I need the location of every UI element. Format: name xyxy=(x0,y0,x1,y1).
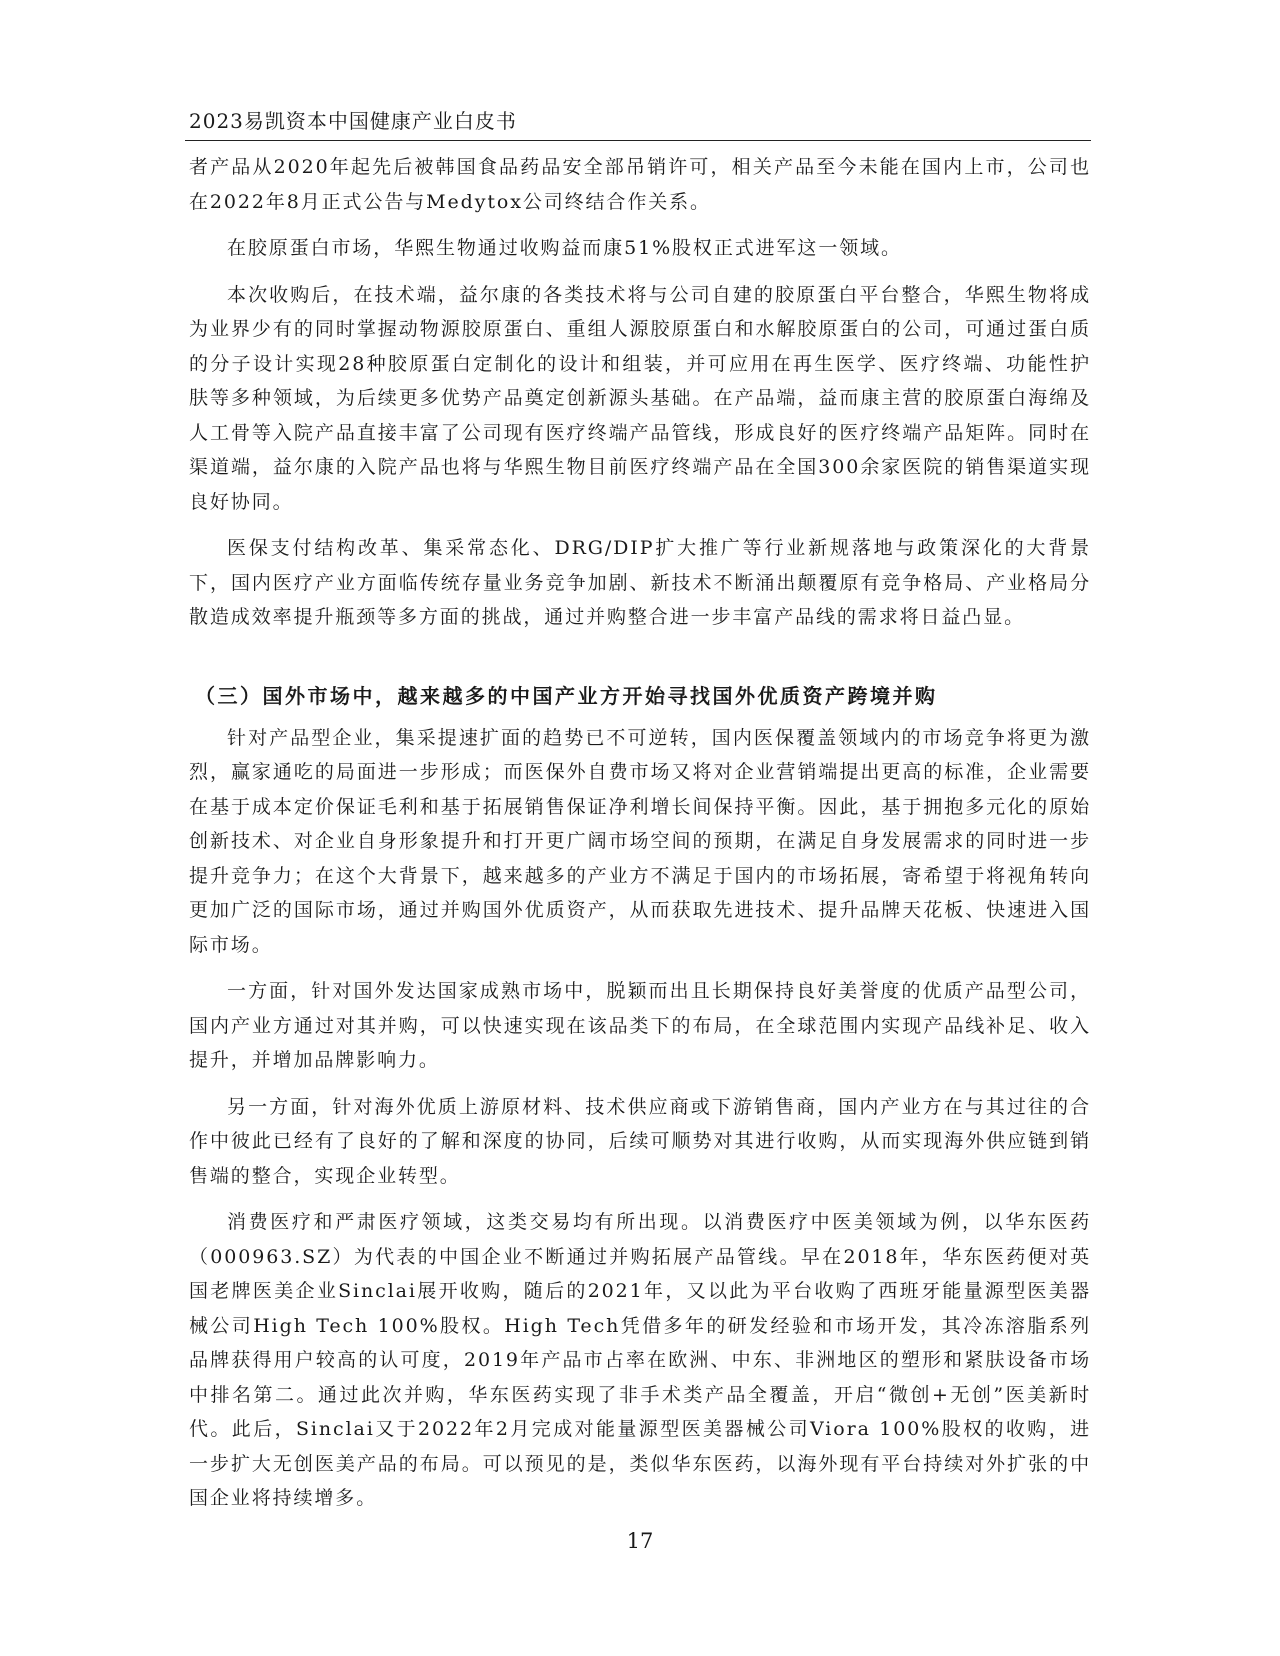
section-heading: （三）国外市场中，越来越多的中国产业方开始寻找国外优质资产跨境并购 xyxy=(195,683,938,708)
running-header xyxy=(185,104,1091,141)
body-paragraph: 另一方面，针对海外优质上游原材料、技术供应商或下游销售商，国内产业方在与其过往的合作中彼此已经有了良好的了解和深度的协同，后续可顺势对其进行收购，从而实现海外供应链到销售端的整合，实现企业转型。 xyxy=(189,1095,1091,1187)
header-title: 2023易凯资本中国健康产业白皮书 xyxy=(189,109,517,133)
page-number: 17 xyxy=(626,1529,654,1553)
body-paragraph: 医保支付结构改革、集采常态化、DRG/DIP扩大推广等行业新规落地与政策深化的大背景下，国内医疗产业方面临传统存量业务竞争加剧、新技术不断涌出颠覆原有竞争格局、产业格局分散造成效率提升瓶颈等多方面的挑战，通过并购整合进一步丰富产品线的需求将日益凸显。 xyxy=(189,537,1091,628)
page-body xyxy=(189,150,1091,1528)
body-paragraph: 消费医疗和严肃医疗领域，这类交易均有所出现。以消费医疗中医美领域为例，以华东医药（000963.SZ）为代表的中国企业不断通过并购拓展产品管线。早在2018年，华东医药便对英国老牌医美企业Sinclai展开收购，随后的2021年，又以此为平台收购了西班牙能量源型医美器械公司High Tech 100%股权。High Tech凭借多年的研发经验和市场开发，其冷冻溶脂系列品牌获得用户较高的认可度，2019年产品市占率在欧洲、中东、非洲地区的塑形和紧肤设备市场中排名第二。通过此次并购，华东医药实现了非手术类产品全覆盖，开启“微创+无创”医美新时代。此后，Sinclai又于2022年2月完成对能量源型医美器械公司Viora 100%股权的收购，进一步扩大无创医美产品的布局。可以预见的是，类似华东医药，以海外现有平台持续对外扩张的中国企业将持续增多。 xyxy=(189,1211,1091,1509)
body-paragraph: 本次收购后，在技术端，益尔康的各类技术将与公司自建的胶原蛋白平台整合，华熙生物将成为业界少有的同时掌握动物源胶原蛋白、重组人源胶原蛋白和水解胶原蛋白的公司，可通过蛋白质的分子设计实现28种胶原蛋白定制化的设计和组装，并可应用在再生医学、医疗终端、功能性护肤等多种领域，为后续更多优势产品奠定创新源头基础。在产品端，益而康主营的胶原蛋白海绵及人工骨等入院产品直接丰富了公司现有医疗终端产品管线，形成良好的医疗终端产品矩阵。同时在渠道端，益尔康的入院产品也将与华熙生物目前医疗终端产品在全国300余家医院的销售渠道实现良好协同。 xyxy=(189,283,1091,513)
body-paragraph: 一方面，针对国外发达国家成熟市场中，脱颖而出且长期保持良好美誉度的优质产品型公司，国内产业方通过对其并购，可以快速实现在该品类下的布局，在全球范围内实现产品线补足、收入提升，并增加品牌影响力。 xyxy=(189,980,1091,1071)
body-paragraph: 在胶原蛋白市场，华熙生物通过收购益而康51%股权正式进军这一领域。 xyxy=(227,237,902,259)
body-paragraph: 者产品从2020年起先后被韩国食品药品安全部吊销许可，相关产品至今未能在国内上市，公司也在2022年8月正式公告与Medytox公司终结合作关系。 xyxy=(189,156,1091,213)
body-paragraph: 针对产品型企业，集采提速扩面的趋势已不可逆转，国内医保覆盖领域内的市场竞争将更为激烈，赢家通吃的局面进一步形成；而医保外自费市场又将对企业营销端提出更高的标准，企业需要在基于成本定价保证毛利和基于拓展销售保证净利增长间保持平衡。因此，基于拥抱多元化的原始创新技术、对企业自身形象提升和打开更广阔市场空间的预期，在满足自身发展需求的同时进一步提升竞争力；在这个大背景下，越来越多的产业方不满足于国内的市场拓展，寄希望于将视角转向更加广泛的国际市场，通过并购国外优质资产，从而获取先进技术、提升品牌天花板、快速进入国际市场。 xyxy=(189,726,1091,956)
